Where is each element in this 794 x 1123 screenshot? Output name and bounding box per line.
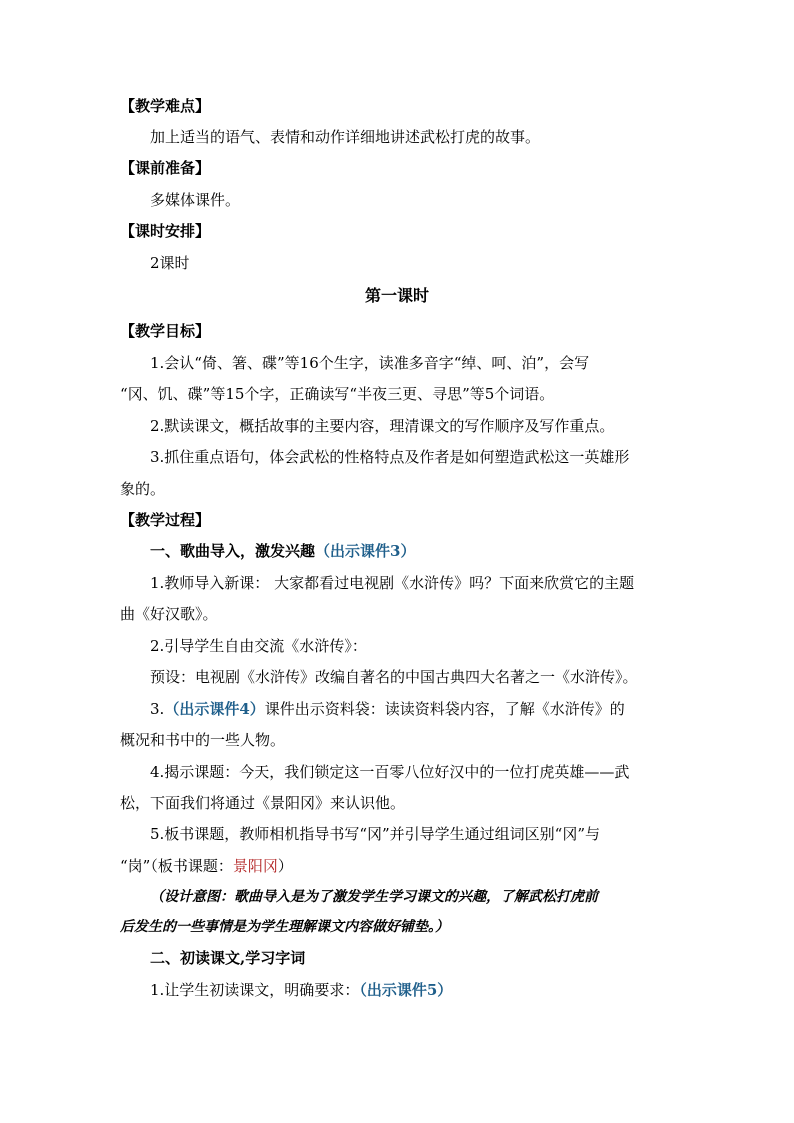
board-title: 景阳冈 [232, 857, 278, 875]
heading-process: 【教学过程】 [120, 511, 211, 529]
design-intent-b: 后发生的一些事情是为学生理解课文内容做好铺垫。） [120, 919, 449, 935]
step-1a: 1.教师导入新课： 大家都看过电视剧《水浒传》吗？下面来欣赏它的主题 [150, 574, 635, 592]
step-2-preset: 预设：电视剧《水浒传》改编自著名的中国古典四大名著之一《水浒传》。 [150, 668, 638, 686]
lesson-title: 第一课时 [364, 286, 429, 305]
step-5b-suffix: ） [277, 857, 293, 875]
step-3b: 概况和书中的一些人物。 [120, 731, 286, 749]
step-3-text: 课件出示资料袋：读读资料袋内容，了解《水浒传》的 [264, 700, 625, 718]
part1-courseware-tag: （出示课件3） [315, 542, 416, 560]
heading-prep: 【课前准备】 [120, 159, 211, 177]
goal-1a: 1.会认“倚、箸、碟”等16个生字，读准多音字“绰、呵、泊”，会写 [150, 354, 590, 372]
part1-heading [150, 541, 415, 561]
heading-difficulty: 【教学难点】 [120, 97, 211, 115]
step-4a: 4.揭示课题：今天，我们锁定这一百零八位好汉中的一位打虎英雄——武 [150, 763, 630, 781]
step-5b [120, 856, 293, 876]
goal-3a: 3.抓住重点语句，体会武松的性格特点及作者是如何塑造武松这一英雄形 [150, 448, 630, 466]
step-4b: 松，下面我们将通过《景阳冈》来认识他。 [120, 794, 406, 812]
step-5b-prefix: “岗”（板书课题： [120, 857, 233, 875]
goal-3b: 象的。 [120, 480, 166, 498]
goal-2: 2.默读课文，概括故事的主要内容，理清课文的写作顺序及写作重点。 [150, 417, 615, 435]
goal-1b: “冈、饥、碟”等15个字，正确读写“半夜三更、寻思”等5个词语。 [120, 385, 555, 403]
step-3-number: 3. [150, 700, 165, 718]
difficulty-text: 加上适当的语气、表情和动作详细地讲述武松打虎的故事。 [150, 128, 541, 146]
design-intent-a: （设计意图：歌曲导入是为了激发学生学习课文的兴趣，了解武松打虎前 [150, 889, 598, 905]
part2-courseware-tag: （出示课件5） [359, 981, 453, 999]
schedule-text: 2课时 [150, 254, 190, 272]
part2-step-1 [150, 980, 452, 1000]
heading-schedule: 【课时安排】 [120, 222, 211, 240]
step-2: 2.引导学生自由交流《水浒传》： [150, 637, 367, 655]
heading-goals: 【教学目标】 [120, 322, 211, 340]
prep-text: 多媒体课件。 [150, 191, 241, 209]
step-5a: 5.板书课题，教师相机指导书写“冈”并引导学生通过组词区别“冈”与 [150, 825, 600, 843]
step-1b: 曲《好汉歌》。 [120, 605, 218, 623]
part2-title: 二、初读课文,学习字词 [150, 949, 306, 967]
step-3a [150, 699, 625, 719]
part2-step-1-text: 1.让学生初读课文，明确要求： [150, 981, 360, 999]
part1-title: 一、歌曲导入，激发兴趣 [150, 542, 316, 560]
step-3-courseware-tag: （出示课件4） [164, 700, 265, 718]
